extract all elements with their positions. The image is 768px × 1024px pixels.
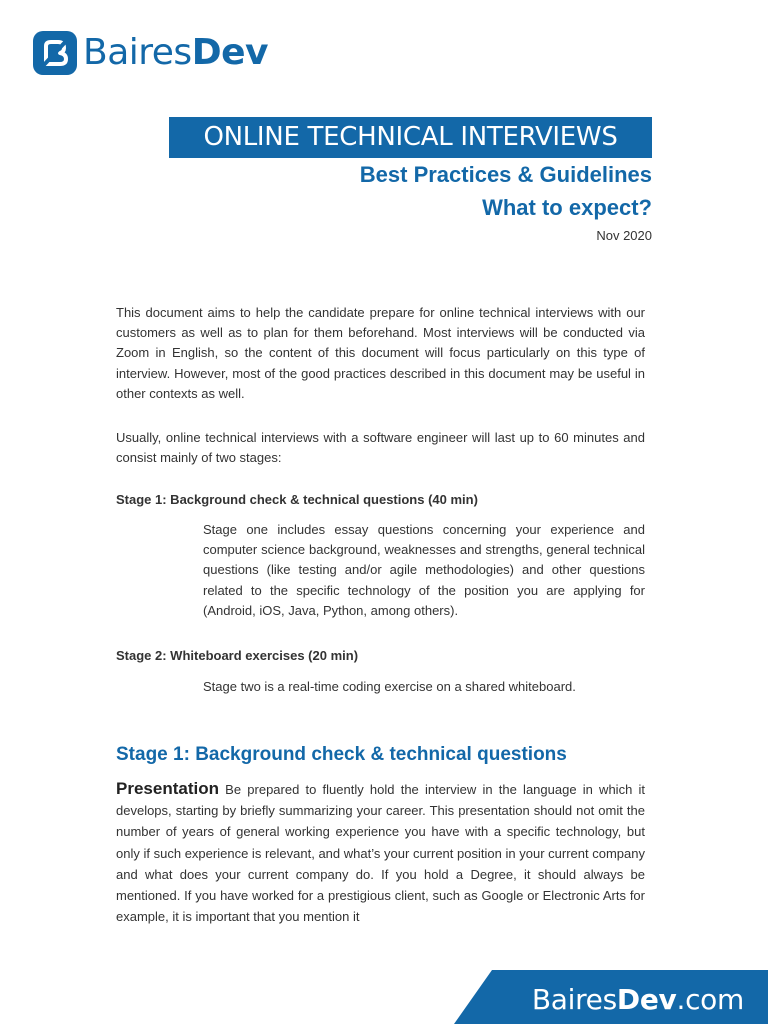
stage1-description: Stage one includes essay questions concerning your experience and computer science background, weaknesses and strengths, general technical questions (like testing and/or agile methodologies) and other questions related to the specific technology of the position you are applying for (Android, iOS, Java, Python, among others). xyxy=(203,522,645,618)
document-title: ONLINE TECHNICAL INTERVIEWS xyxy=(169,117,652,158)
stage2-heading: Stage 2: Whiteboard exercises (20 min) xyxy=(116,648,359,663)
section-heading: Stage 1: Background check & technical questions xyxy=(116,744,567,765)
brand-wordmark: BairesDev xyxy=(83,32,268,73)
document-date: Nov 2020 xyxy=(596,228,652,243)
duration-paragraph: Usually, online technical interviews with a software engineer will last up to 60 minutes and consist mainly of two stages: xyxy=(116,430,645,466)
bairesdev-logo-icon xyxy=(33,31,77,75)
document-subtitle-question: What to expect? xyxy=(482,195,652,220)
intro-paragraph: This document aims to help the candidate prepare for online technical interviews with our customers as well as to plan for them beforehand. Most interviews will be conducted via Zoom in English, so the content of this document will focus particularly on this type of interview. However, most of the good practices described in this document may be useful in other contexts as well. xyxy=(116,305,645,401)
brand-logo xyxy=(33,31,268,75)
document-subtitle: Best Practices & Guidelines xyxy=(359,162,652,187)
stage2-description: Stage two is a real-time coding exercise on a shared whiteboard. xyxy=(203,679,576,694)
presentation-lead: Presentation xyxy=(116,779,219,798)
presentation-paragraph xyxy=(116,778,645,927)
footer-website: BairesDev.com xyxy=(531,983,744,1016)
stage1-heading: Stage 1: Background check & technical questions (40 min) xyxy=(116,492,478,507)
presentation-text: Be prepared to fluently hold the interview in the language in which it develops, starting by briefly summarizing your career. This presentation should not omit the number of years of general working experience you have with a specific technology, but only if such experience is relevant, and what’s your current position in your current company and what does your current company do. If you hold a Degree, it should always be mentioned. If you have worked for a prestigious client, such as Google or Electronic Arts for example, it is important that you mention it xyxy=(116,782,645,925)
